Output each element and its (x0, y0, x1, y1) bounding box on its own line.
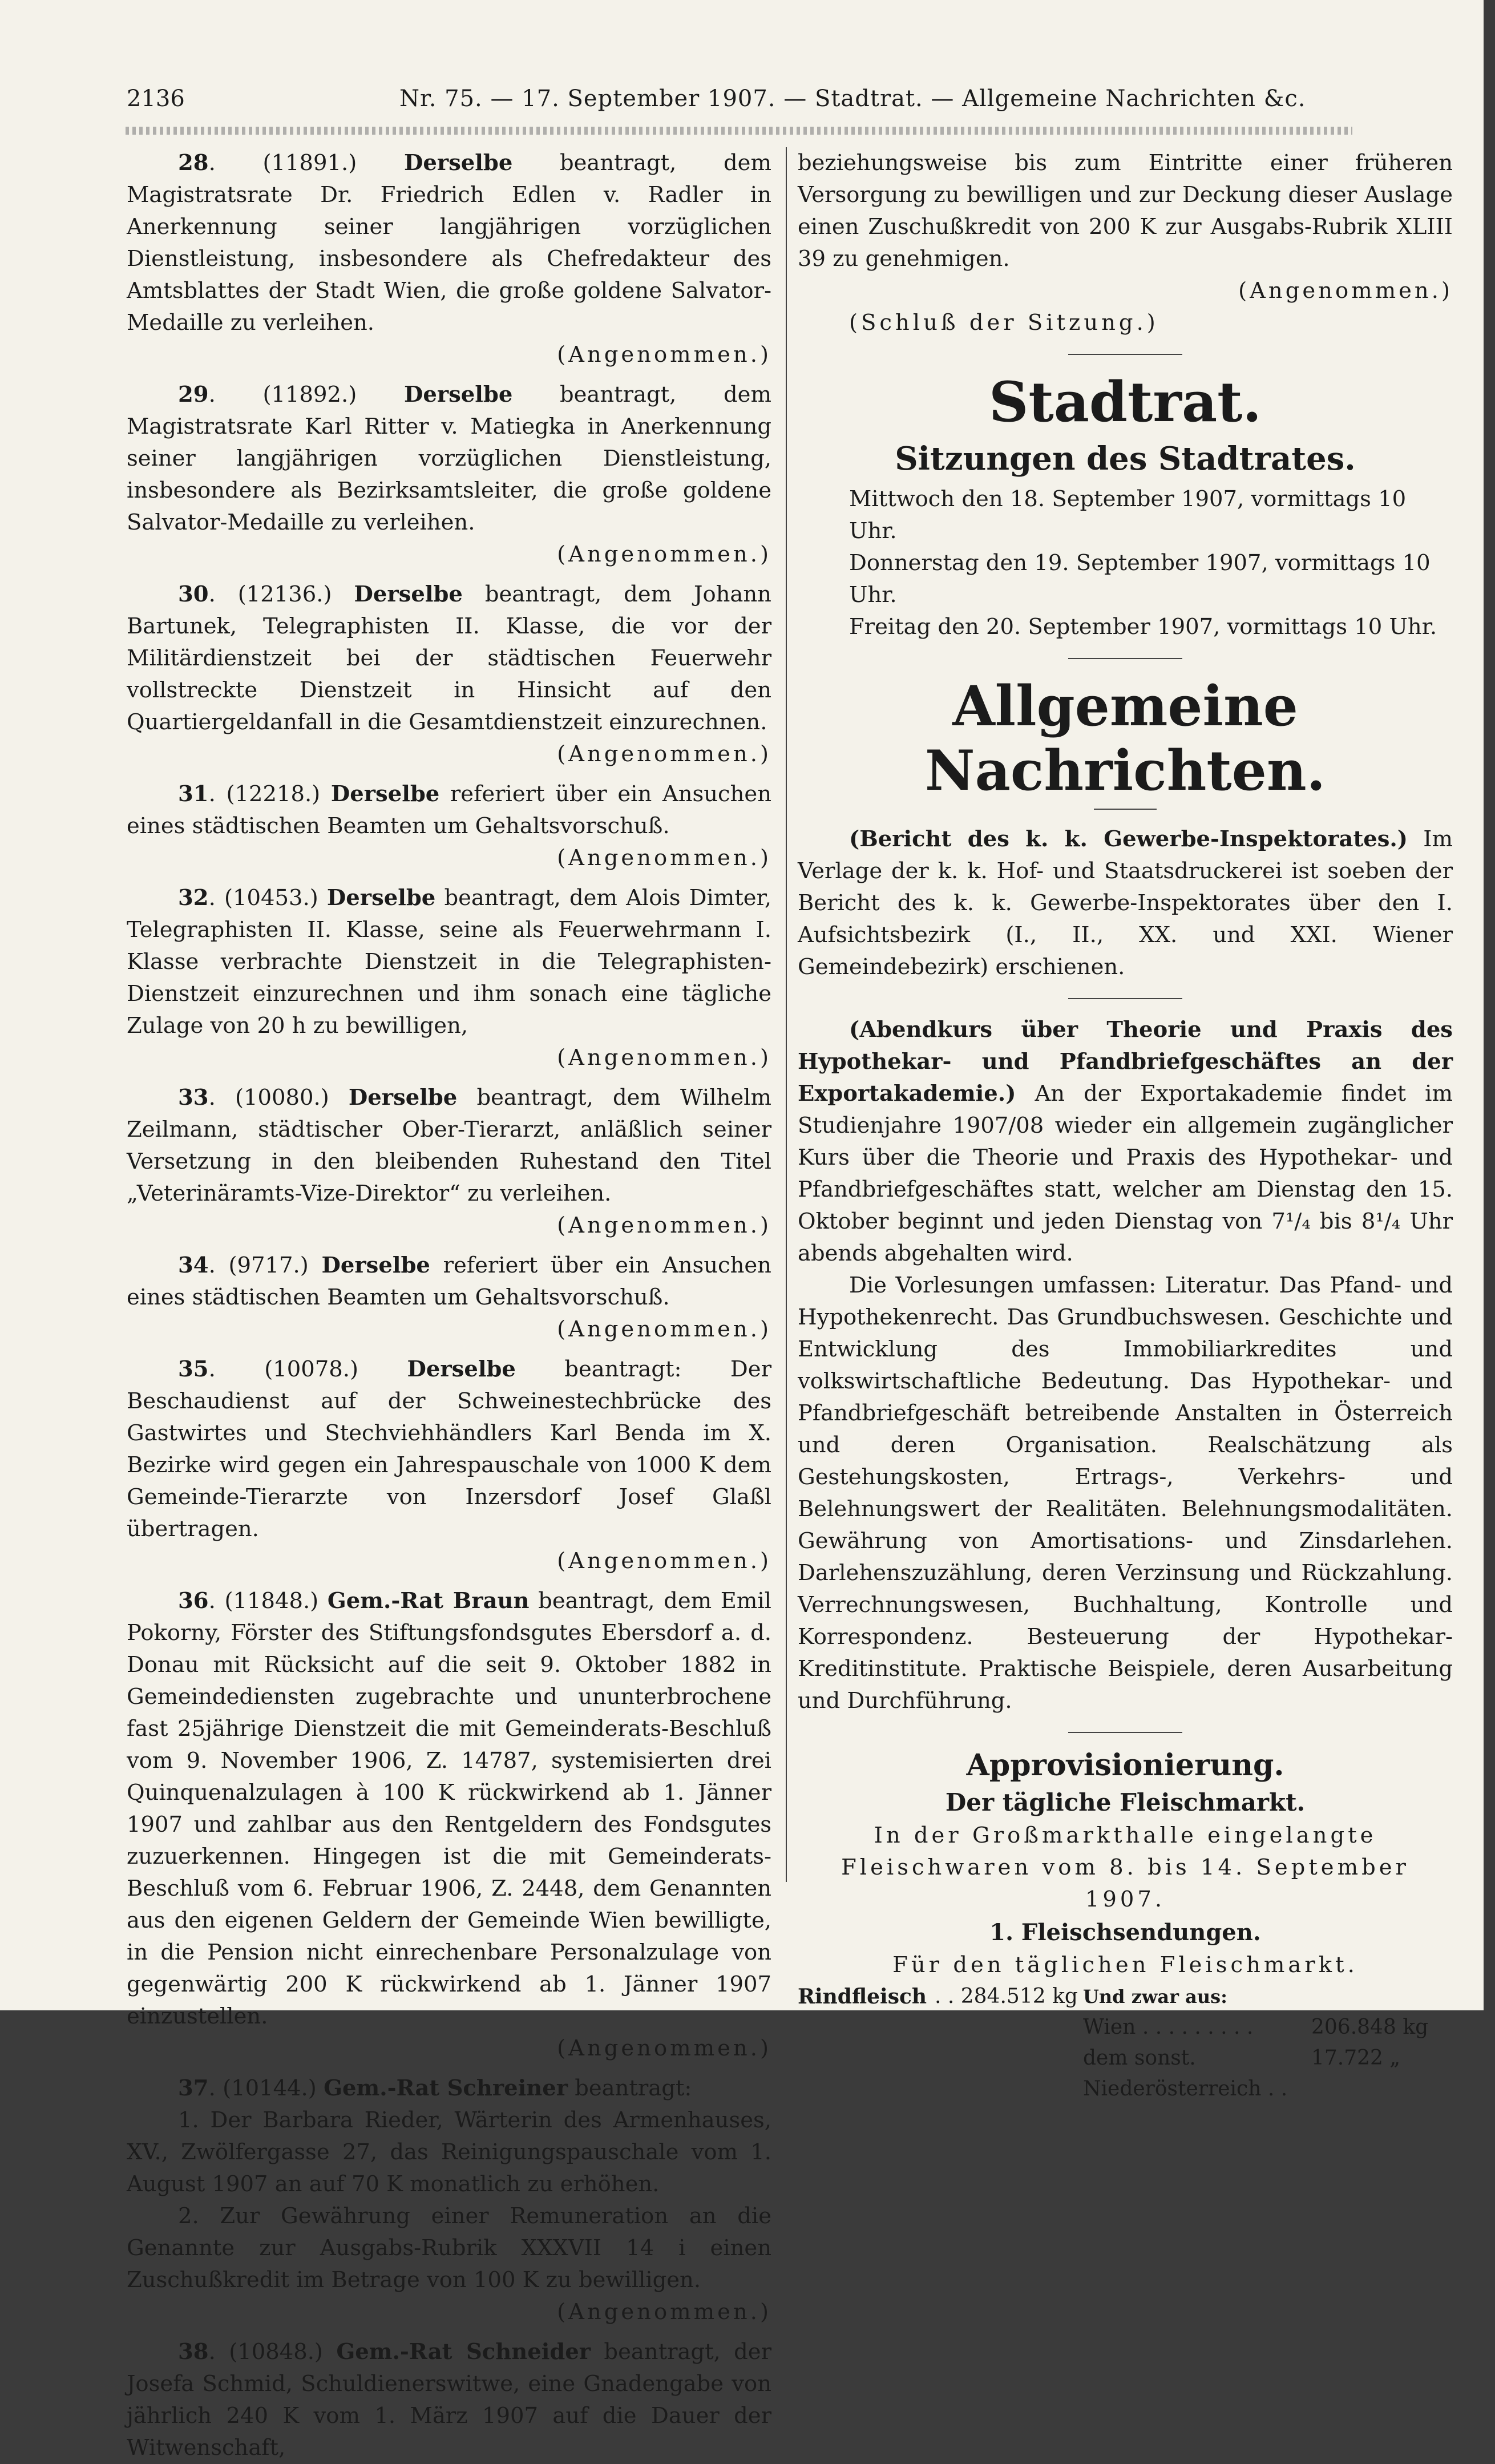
resolution-text: 38. (10848.) Gem.-Rat Schneider beantragt, der Josefa Schmid, Schuldienerswitwe, eine Gnadengabe von jährlich 240 K vom 1. März 1907 auf die Dauer der Witwenschaft, (127, 2339, 771, 2461)
meat-amount: . . 284.512 kg (935, 1985, 1078, 2008)
resolution-item (127, 778, 771, 882)
resolution-text: 35. (10078.) Derselbe beantragt: Der Beschaudienst auf der Schweinestechbrücke des Gastwirtes und Stechviehhändlers Karl Benda im X. Bezirke wird gegen ein Jahrespauschale von 1000 K dem Gemeinde-Tierarzte von Inzersdorf Josef Glaßl übertragen. (127, 1356, 771, 1542)
resolution-item (127, 1250, 771, 1354)
resolution-text: 36. (11848.) Gem.-Rat Braun beantragt, dem Emil Pokorny, Förster des Stiftungsfondsgutes Ebersdorf a. d. Donau mit Rücksicht auf die seit 9. Oktober 1882 in Gemeindediensten zugebrachte und ununterbrochene fast 25jährige Dienstzeit die mit Gemeinderats-Beschluß vom 9. November 1906, Z. 14787, systemisierten drei Quinquenalzulagen à 100 K rückwirkend ab 1. Jänner 1907 und zahlbar aus den Rentgeldern des Fondsgutes zuzuerkennen. Hingegen ist die mit Gemeinderats-Beschluß vom 6. Februar 1906, Z. 2448, dem Genannten aus den eigenen Geldern der Gemeinde Wien bewilligte, in die Pension nicht einrechenbare Personalzulage von gegenwärtig 200 K rückwirkend ab 1. Jänner 1907 einzustellen. (127, 1588, 771, 2029)
resolution-intro: 37. (10144.) Gem.-Rat Schreiner beantragt: (178, 2075, 692, 2101)
market-intro: In der Großmarkthalle eingelangte Fleischwaren vom 8. bis 14. September 1907. (841, 1823, 1409, 1912)
column-divider (786, 147, 787, 1882)
news-item-2: (Abendkurs über Theorie und Praxis des Hypothekar- und Pfandbriefgeschäftes an der Exportakademie.) An der Exportakademie findet im Studienjahre 1907/08 wieder ein allgemein zugänglicher Kurs über die Theorie und Praxis des Hypothekar- und Pfandbriefgeschäftes statt, welcher am Dienstag den 15. Oktober beginnt und jeden Dienstag von 7¹/₄ bis 8¹/₄ Uhr abends abgehalten wird. (798, 1017, 1453, 1266)
resolution-status: (Angenommen.) (557, 2035, 771, 2061)
table-row (1083, 2012, 1453, 2043)
session-entry: Freitag den 20. September 1907, vormittags 10 Uhr. (849, 614, 1437, 640)
meat-note: Und zwar aus: (1083, 1986, 1227, 2007)
resolution-item (127, 1354, 771, 1585)
origin-amount: 17.722 „ (1311, 2046, 1401, 2070)
header-rule (126, 127, 1352, 135)
page-header (0, 86, 1484, 120)
session-entry: Donnerstag den 19. September 1907, vormittags 10 Uhr. (849, 550, 1431, 608)
section-rule (1068, 658, 1182, 659)
resolution-item (127, 379, 771, 579)
news-item-2-continued: Die Vorlesungen umfassen: Literatur. Das Pfand- und Hypothekenrecht. Das Grundbuchswesen. Geschichte und Entwicklung des Immobiliarkredites und volkswirtschaftliche Bedeutung. Das Hypothekar- und Pfandbriefgeschäft betreibende Anstalten in Österreich und deren Organisation. Realschätzung als Gestehungskosten, Ertrags-, Verkehrs- und Belehnungswert der Realitäten. Belehnungsmodalitäten. Gewährung von Amortisations- und Zinsdarlehen. Darlehenszuzählung, deren Verzinsung und Rückzahlung. Verrechnungswesen, Buchhaltung, Kontrolle und Korrespondenz. Besteuerung der Hypothekar-Kreditinstitute. Praktische Beispiele, deren Ausarbeitung und Durchführung. (798, 1273, 1453, 1714)
meat-market-heading: Der tägliche Fleischmarkt. (945, 1788, 1306, 1816)
resolution-item-37 (127, 2073, 771, 2328)
resolution-status: (Angenommen.) (557, 741, 771, 767)
news-heading: Allgemeine Nachrichten. (924, 674, 1326, 803)
running-title: Nr. 75. — 17. September 1907. — Stadtrat. — Allgemeine Nachrichten &c. (399, 86, 1306, 112)
origin-amount: 206.848 kg (1311, 2015, 1429, 2039)
provisioning-heading: Approvisionierung. (966, 1748, 1284, 1783)
news-item-1: (Bericht des k. k. Gewerbe-Inspektorates.) Im Verlage der k. k. Hof- und Staatsdruckerei ist soeben der Bericht des k. k. Gewerbe-Inspektorates über den I. Aufsichtsbezirk (I., II., XX. und XXI. Wiener Gemeindebezirk) erschienen. (798, 826, 1453, 980)
resolution-text: 33. (10080.) Derselbe beantragt, dem Wilhelm Zeilmann, städtischer Ober-Tierarzt, anläßlich seiner Versetzung in den bleibenden Ruhestand den Titel „Veterinäramts-Vize-Direktor“ zu verleihen. (127, 1085, 771, 1206)
session-entry: Mittwoch den 18. September 1907, vormittags 10 Uhr. (849, 486, 1407, 544)
resolution-status: (Angenommen.) (557, 1316, 771, 1342)
resolution-item (127, 579, 771, 778)
continued-text: beziehungsweise bis zum Eintritte einer früheren Versorgung zu bewilligen und zur Deckung dieser Auslage einen Zuschußkredit von 200 K zur Ausgabs-Rubrik XLIII 39 zu genehmigen. (798, 150, 1453, 272)
stadtrat-heading: Stadtrat. (989, 370, 1262, 434)
resolution-item (127, 1082, 771, 1250)
section-rule (1068, 998, 1182, 999)
resolution-text: 32. (10453.) Derselbe beantragt, dem Alois Dimter, Telegraphisten II. Klasse, seine als Feuerwehrmann I. Klasse verbrachte Dienstzeit in die Telegraphisten-Dienstzeit einzurechnen und ihm sonach eine tägliche Zulage von 20 h zu bewilligen, (127, 885, 771, 1039)
page-number: 2136 (127, 86, 185, 112)
resolution-item (127, 1585, 771, 2073)
daily-market-heading: Für den täglichen Fleischmarkt. (892, 1952, 1358, 1978)
resolution-status: (Angenommen.) (557, 845, 771, 871)
origin-label: dem sonst. Niederösterreich . . (1083, 2046, 1288, 2101)
resolution-item-38 (127, 2336, 771, 2464)
sessions-list (798, 483, 1453, 643)
meat-table (798, 1981, 1453, 2105)
meat-label: Rindfleisch (798, 1985, 927, 2009)
resolution-text: 34. (9717.) Derselbe referiert über ein Ansuchen eines städtischen Beamten um Gehaltsvorschuß. (127, 1253, 771, 1310)
resolution-status: (Angenommen.) (557, 1045, 771, 1071)
section-rule (1068, 1732, 1182, 1733)
resolution-text: 28. (11891.) Derselbe beantragt, dem Magistratsrate Dr. Friedrich Edlen v. Radler in Anerkennung seiner langjährigen vorzüglichen Dienstleistung, insbesondere als Chefredakteur des Amtsblattes der Stadt Wien, die große goldene Salvator-Medaille zu verleihen. (127, 150, 771, 336)
resolution-item (127, 882, 771, 1082)
origin-label: Wien . . . . . . . . . (1083, 2015, 1254, 2039)
resolution-status: (Angenommen.) (557, 1548, 771, 1574)
section-rule (1094, 809, 1157, 810)
table-row (1083, 2043, 1453, 2105)
right-column (798, 147, 1453, 2105)
sessions-heading: Sitzungen des Stadtrates. (895, 440, 1356, 478)
section-rule (1068, 354, 1182, 355)
resolution-status: (Angenommen.) (557, 2299, 771, 2325)
shipments-heading: 1. Fleischsendungen. (989, 1919, 1261, 1946)
continued-status: (Angenommen.) (1238, 278, 1453, 304)
resolution-item (127, 147, 771, 379)
resolution-status: (Angenommen.) (557, 1213, 771, 1238)
session-closing: (Schluß der Sitzung.) (849, 310, 1159, 336)
table-row (798, 1981, 1453, 2012)
resolution-text: 29. (11892.) Derselbe beantragt, dem Magistratsrate Karl Ritter v. Matiegka in Anerkennung seiner langjährigen vorzüglichen Dienstleistung, insbesondere als Bezirksamtsleiter, die große goldene Salvator-Medaille zu verleihen. (127, 382, 771, 535)
resolution-status: (Angenommen.) (557, 542, 771, 567)
left-column (127, 147, 771, 2464)
resolution-point-2: 2. Zur Gewährung einer Remuneration an die Genannte zur Ausgabs-Rubrik XXXVII 14 i einen Zuschußkredit im Betrage von 100 K zu bewilligen. (127, 2203, 771, 2293)
resolution-text: 30. (12136.) Derselbe beantragt, dem Johann Bartunek, Telegraphisten II. Klasse, die vor der Militärdienstzeit bei der städtischen Feuerwehr vollstreckte Dienstzeit in Hinsicht auf den Quartiergeldanfall in die Gesamtdienstzeit einzurechnen. (127, 581, 771, 735)
resolution-point-1: 1. Der Barbara Rieder, Wärterin des Armenhauses, XV., Zwölfergasse 27, das Reinigungspauschale vom 1. August 1907 an auf 70 K monatlich zu erhöhen. (127, 2107, 771, 2197)
resolution-list (127, 147, 771, 2073)
resolution-text: 31. (12218.) Derselbe referiert über ein Ansuchen eines städtischen Beamten um Gehaltsvorschuß. (127, 781, 771, 839)
resolution-status: (Angenommen.) (557, 342, 771, 367)
